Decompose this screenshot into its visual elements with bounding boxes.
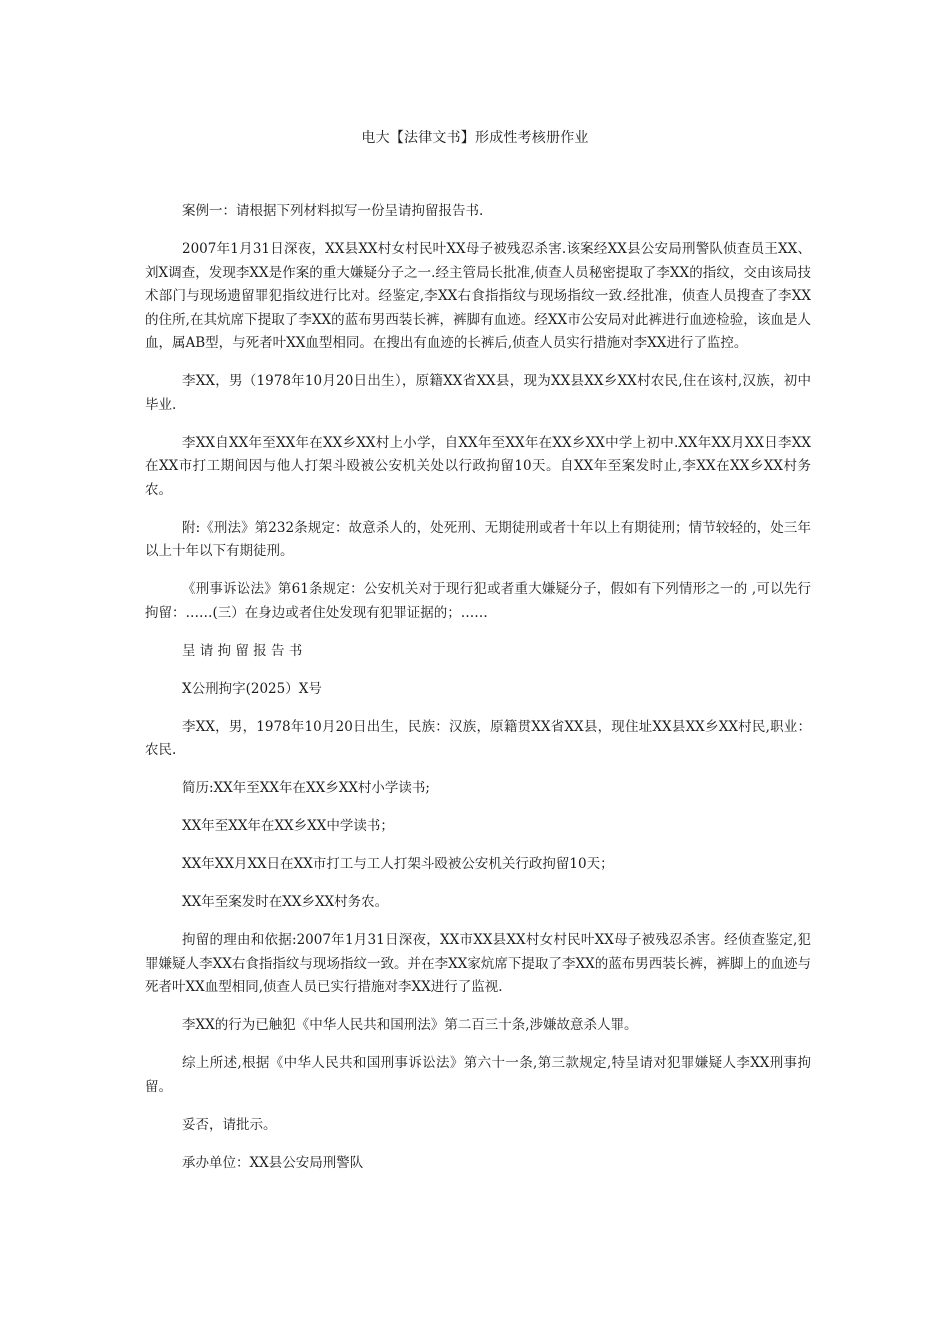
- report-resume-line-2: XX年至XX年在XX乡XX中学读书；: [182, 818, 394, 834]
- document-body: [145, 200, 811, 1190]
- document-title: 电大【法律文书】形成性考核册作业: [361, 130, 589, 146]
- report-suspect-info: 李XX，男，1978年10月20日出生，民族：汉族，原籍贯XX省XX县，现住址XX县XX乡XX村民,职业：农民.: [145, 718, 811, 758]
- paragraph-criminal-law-article: 附:《刑法》第232条规定：故意杀人的，处死刑、无期徒刑或者十年以上有期徒刑；情节较轻的，处三年以上十年以下有期徒刑。: [145, 519, 811, 559]
- report-conclusion: 综上所述,根据《中华人民共和国刑事诉讼法》第六十一条,第三款规定,特呈请对犯罪嫌疑人李XX刑事拘留。: [145, 1055, 811, 1095]
- paragraph-procedure-law-article: 《刑事诉讼法》第61条规定：公安机关对于现行犯或者重大嫌疑分子，假如有下列情形之一的 ,可以先行拘留：……(三）在身边或者住处发现有犯罪证据的；……: [145, 581, 811, 621]
- report-offense-statement: 李XX的行为已触犯《中华人民共和国刑法》第二百三十条,涉嫌故意杀人罪。: [182, 1017, 638, 1033]
- report-resume-line-4: XX年至案发时在XX乡XX村务农。: [182, 894, 389, 910]
- report-resume-line-3: XX年XX月XX日在XX市打工与工人打架斗殴被公安机关行政拘留10天；: [182, 856, 614, 872]
- report-handling-unit: 承办单位：XX县公安局刑警队: [182, 1154, 364, 1171]
- paragraph-suspect-history: 李XX自XX年至XX年在XX乡XX村上小学，自XX年至XX年在XX乡XX中学上初中.XX年XX月XX日李XX在XX市打工期间因与他人打架斗殴被公安机关处以行政拘留10天。自XX年至案发时止,李XX在XX乡XX村务农。: [145, 434, 811, 498]
- report-document-number: X公刑拘字(2025）X号: [182, 680, 322, 697]
- paragraph-case-facts: 2007年1月31日深夜，XX县XX村女村民叶XX母子被残忍杀害.该案经XX县公安局刑警队侦查员王XX、刘X调查，发现李XX是作案的重大嫌疑分子之一.经主管局长批准,侦查人员秘密提取了李XX的指纹，交由该局技术部门与现场遗留罪犯指纹进行比对。经鉴定,李XX右食指指纹与现场指纹一致.经批准，侦查人员搜查了李XX的住所,在其炕席下提取了李XX的蓝布男西装长裤，裤脚有血迹。经XX市公安局对此裤进行血迹检验，该血是人血，属AB型，与死者叶XX血型相同。在搜出有血迹的长裤后,侦查人员实行措施对李XX进行了监控。: [145, 241, 811, 351]
- paragraph-suspect-info: 李XX，男（1978年10月20日出生），原籍XX省XX县，现为XX县XX乡XX村农民,住在该村,汉族，初中毕业.: [145, 373, 811, 413]
- report-detention-grounds: 拘留的理由和依据:2007年1月31日深夜，XX市XX县XX村女村民叶XX母子被残忍杀害。经侦查鉴定,犯罪嫌疑人李XX右食指指纹与现场指纹一致。并在李XX家炕席下提取了李XX的蓝布男西装长裤，裤脚上的血迹与死者叶XX血型相同,侦查人员已实行措施对李XX进行了监视.: [145, 932, 811, 995]
- report-resume-line-1: 简历:XX年至XX年在XX乡XX村小学读书;: [182, 780, 430, 796]
- paragraph-case-prompt: 案例一：请根据下列材料拟写一份呈请拘留报告书.: [182, 203, 484, 219]
- report-request-approval: 妥否，请批示。: [182, 1116, 277, 1133]
- report-heading: 呈 请 拘 留 报 告 书: [182, 642, 303, 659]
